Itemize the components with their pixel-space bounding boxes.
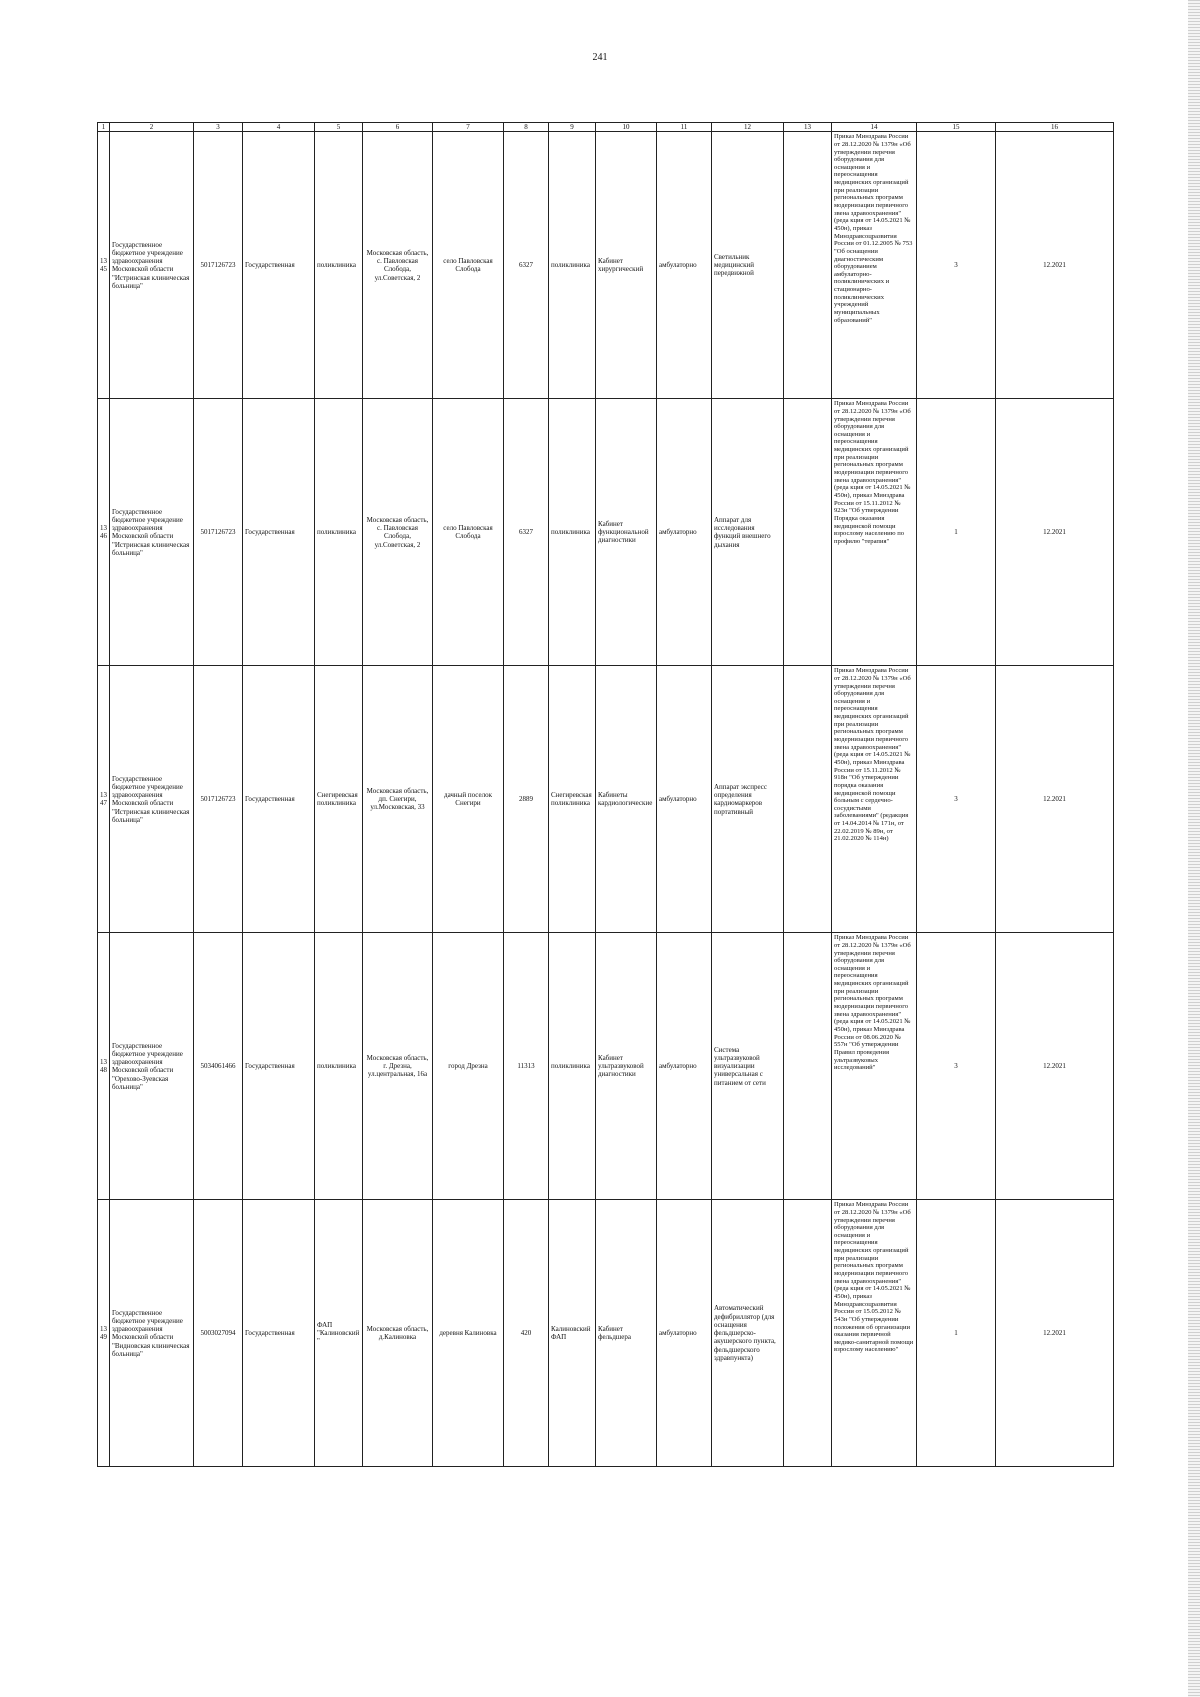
table-row	[98, 399, 1114, 666]
cabinet: Кабинет хирургический	[596, 132, 657, 399]
header-cell: 9	[549, 123, 596, 132]
care-type: амбулаторно	[657, 132, 712, 399]
address: Московская область, д.Калиновка	[363, 1200, 433, 1467]
regulatory-document: Приказ Минздрава России от 28.12.2020 № 1379н «Об утверждении перечня оборудования для оснащения и переоснащения медицинских организаций при реализации региональных программ модернизации первичного звена здравоохранения"(реда кция от 14.05.2021 № 450н), приказ Минздравсоцразвития России от 15.05.2012 № 543н "Об утверждении положения об организации оказания первичной медико-санитарной помощи взрослому населению"	[832, 1200, 917, 1467]
inn: 5034061466	[194, 933, 243, 1200]
subdivision: ФАП "Калиновский"	[315, 1200, 363, 1467]
header-cell: 7	[433, 123, 504, 132]
inn: 5003027094	[194, 1200, 243, 1467]
unit: поликлиника	[549, 933, 596, 1200]
subdivision: поликлиника	[315, 399, 363, 666]
locality: деревня Калиновка	[433, 1200, 504, 1467]
header-cell: 3	[194, 123, 243, 132]
regulatory-document: Приказ Минздрава России от 28.12.2020 № 1379н «Об утверждении перечня оборудования для оснащения и переоснащения медицинских организаций при реализации региональных программ модернизации первичного звена здравоохранения"(реда кция от 14.05.2021 № 450н), приказ Минздрава России от 15.11.2012 № 918н "Об утверждении порядка оказания медицинской помощи больным с сердечно-сосудистыми заболеваниями" (редакция от 14.04.2014 № 171н, от 22.02.2019 № 89н, от 21.02.2020 № 114н)	[832, 666, 917, 933]
ownership-form: Государственная	[243, 933, 315, 1200]
table-row	[98, 666, 1114, 933]
equipment-name: Система ультразвуковой визуализации универсальная с питанием от сети	[712, 933, 784, 1200]
date: 12.2021	[996, 1200, 1114, 1467]
page-number: 241	[592, 52, 608, 63]
population: 6327	[504, 399, 549, 666]
header-cell: 2	[110, 123, 194, 132]
header-cell: 15	[917, 123, 996, 132]
date: 12.2021	[996, 933, 1114, 1200]
scan-edge-artifact	[1188, 0, 1200, 1697]
empty-cell	[784, 1200, 832, 1467]
header-cell: 1	[98, 123, 110, 132]
header-cell: 13	[784, 123, 832, 132]
locality: село Павловская Слобода	[433, 399, 504, 666]
empty-cell	[784, 399, 832, 666]
ownership-form: Государственная	[243, 666, 315, 933]
unit: Калиновский ФАП	[549, 1200, 596, 1467]
population: 2889	[504, 666, 549, 933]
row-number: 1345	[98, 132, 110, 399]
address: Московская область, дп. Снегири, ул.Московская, 33	[363, 666, 433, 933]
header-cell: 5	[315, 123, 363, 132]
empty-cell	[784, 666, 832, 933]
cabinet: Кабинет ультразвуковой диагностики	[596, 933, 657, 1200]
header-cell: 12	[712, 123, 784, 132]
cabinet: Кабинет функциональной диагностики	[596, 399, 657, 666]
subdivision: Снегиревская поликлиника	[315, 666, 363, 933]
header-cell: 11	[657, 123, 712, 132]
regulatory-document: Приказ Минздрава России от 28.12.2020 № 1379н «Об утверждении перечня оборудования для оснащения и переоснащения медицинских организаций при реализации региональных программ модернизации первичного звена здравоохранения"(реда кция от 14.05.2021 № 450н), приказ Минздрава России от 08.06.2020 № 557н "Об утверждении Правил проведения ультразвуковых исследований"	[832, 933, 917, 1200]
quantity: 1	[917, 1200, 996, 1467]
organization-name: Государственное бюджетное учреждение здравоохранения Московской области "Орехово-Зуевская больница"	[110, 933, 194, 1200]
care-type: амбулаторно	[657, 666, 712, 933]
equipment-name: Светильник медицинский передвижной	[712, 132, 784, 399]
date: 12.2021	[996, 666, 1114, 933]
locality: город Дрезна	[433, 933, 504, 1200]
regulatory-document: Приказ Минздрава России от 28.12.2020 № 1379н «Об утверждении перечня оборудования для оснащения и переоснащения медицинских организаций при реализации региональных программ модернизации первичного звена здравоохранения"(реда кция от 14.05.2021 № 450н), приказ Минздравсоцразвития России от 01.12.2005 № 753 "Об оснащении диагностическим оборудованием амбулаторно-поликлинических и стационарно-поликлинических учреждений муниципальных образований"	[832, 132, 917, 399]
quantity: 3	[917, 933, 996, 1200]
address: Московская область, г. Дрезна, ул.центральная, 16а	[363, 933, 433, 1200]
locality: село Павловская Слобода	[433, 132, 504, 399]
organization-name: Государственное бюджетное учреждение здравоохранения Московской области "Истринская клиническая больница"	[110, 399, 194, 666]
quantity: 3	[917, 132, 996, 399]
quantity: 3	[917, 666, 996, 933]
date: 12.2021	[996, 132, 1114, 399]
population: 11313	[504, 933, 549, 1200]
header-row	[98, 123, 1114, 132]
empty-cell	[784, 132, 832, 399]
row-number: 1349	[98, 1200, 110, 1467]
population: 6327	[504, 132, 549, 399]
subdivision: поликлиника	[315, 933, 363, 1200]
date: 12.2021	[996, 399, 1114, 666]
population: 420	[504, 1200, 549, 1467]
header-cell: 10	[596, 123, 657, 132]
address: Московская область, с. Павловская Слобода, ул.Советская, 2	[363, 399, 433, 666]
unit: поликлиника	[549, 132, 596, 399]
equipment-registry-table	[97, 122, 1114, 1467]
ownership-form: Государственная	[243, 132, 315, 399]
cabinet: Кабинеты кардиологические	[596, 666, 657, 933]
row-number: 1346	[98, 399, 110, 666]
unit: поликлиника	[549, 399, 596, 666]
inn: 5017126723	[194, 666, 243, 933]
header-cell: 8	[504, 123, 549, 132]
care-type: амбулаторно	[657, 933, 712, 1200]
header-cell: 6	[363, 123, 433, 132]
locality: дачный поселок Снегири	[433, 666, 504, 933]
organization-name: Государственное бюджетное учреждение здравоохранения Московской области "Видновская клиническая больница"	[110, 1200, 194, 1467]
regulatory-document: Приказ Минздрава России от 28.12.2020 № 1379н «Об утверждении перечня оборудования для оснащения и переоснащения медицинских организаций при реализации региональных программ модернизации первичного звена здравоохранения"(реда кция от 14.05.2021 № 450н), приказ Минздрава России от 15.11.2012 № 923н "Об утверждении Порядка оказания медицинской помощи взрослому населению по профилю "терапия"	[832, 399, 917, 666]
header-cell: 4	[243, 123, 315, 132]
empty-cell	[784, 933, 832, 1200]
equipment-name: Автоматический дефибриллятор (для оснащения фельдшерско-акушерского пункта, фельдшерского здравпункта)	[712, 1200, 784, 1467]
header-cell: 16	[996, 123, 1114, 132]
equipment-name: Аппарат экспресс определения кардиомаркеров портативный	[712, 666, 784, 933]
organization-name: Государственное бюджетное учреждение здравоохранения Московской области "Истринская клиническая больница"	[110, 132, 194, 399]
inn: 5017126723	[194, 399, 243, 666]
equipment-name: Аппарат для исследования функций внешнего дыхания	[712, 399, 784, 666]
subdivision: поликлиника	[315, 132, 363, 399]
ownership-form: Государственная	[243, 1200, 315, 1467]
ownership-form: Государственная	[243, 399, 315, 666]
inn: 5017126723	[194, 132, 243, 399]
header-cell: 14	[832, 123, 917, 132]
care-type: амбулаторно	[657, 1200, 712, 1467]
care-type: амбулаторно	[657, 399, 712, 666]
table-row	[98, 933, 1114, 1200]
cabinet: Кабинет фельдшера	[596, 1200, 657, 1467]
table-row	[98, 132, 1114, 399]
row-number: 1348	[98, 933, 110, 1200]
row-number: 1347	[98, 666, 110, 933]
organization-name: Государственное бюджетное учреждение здравоохранения Московской области "Истринская клиническая больница"	[110, 666, 194, 933]
unit: Снегиревская поликлиника	[549, 666, 596, 933]
address: Московская область, с. Павловская Слобода, ул.Советская, 2	[363, 132, 433, 399]
quantity: 1	[917, 399, 996, 666]
table-row	[98, 1200, 1114, 1467]
